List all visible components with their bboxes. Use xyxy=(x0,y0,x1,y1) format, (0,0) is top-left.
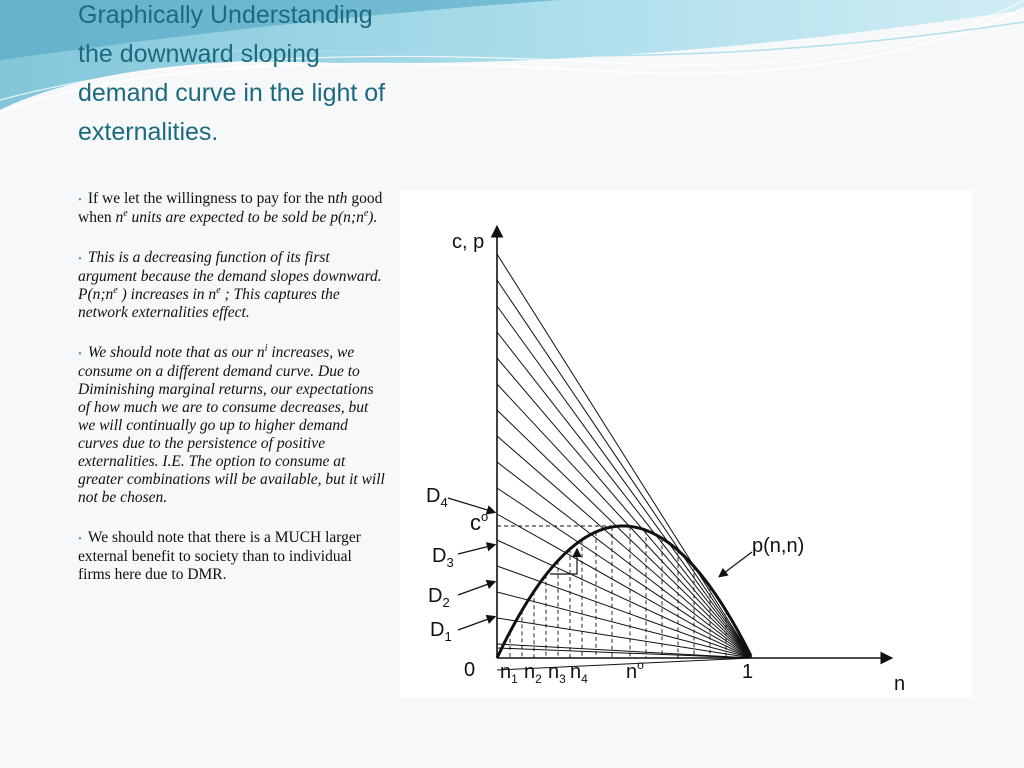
network-externality-diagram xyxy=(400,190,972,698)
bullet-item xyxy=(78,344,386,507)
bullet-list xyxy=(78,190,386,606)
d4-label: $D_4$ xyxy=(426,485,448,510)
n-opt-label: $n^o$ xyxy=(626,658,644,683)
n1-label: $n_1$ xyxy=(500,661,518,686)
demand-line xyxy=(497,540,752,658)
bullet-dot-icon: • xyxy=(78,253,82,265)
demand-line xyxy=(497,618,752,658)
bullet-item xyxy=(78,249,386,322)
d3-arrow xyxy=(458,545,494,554)
co-label: $c^o$ xyxy=(470,509,489,535)
demand-line xyxy=(497,306,752,658)
bullet-item xyxy=(78,529,386,584)
bullet-text: n xyxy=(115,209,124,226)
n2-label: $n_2$ xyxy=(524,661,542,686)
bullet-text: ) increases in n xyxy=(117,286,217,303)
bullet-text: e xyxy=(113,284,118,296)
bullet-text: ; This captures the network externalities effect. xyxy=(78,286,340,321)
demand-line xyxy=(497,648,752,658)
demand-line xyxy=(497,410,752,658)
demand-line xyxy=(497,332,752,658)
slide-title: Graphically Understanding the downward sloping demand curve in the light of externalities. xyxy=(78,1,386,146)
y-axis-label: c, p xyxy=(452,231,485,253)
bullet-text: increases, we consume on a different demand curve. Due to Diminishing marginal returns, our expectations of how much we are to consume decreases, but we will continually go up to higher demand curves due to the persistence of positive externalities. I.E. The option to consume at greater combinations will be available, but it will not be chosen. xyxy=(78,344,385,506)
d3-label: $D_3$ xyxy=(432,545,454,570)
bullet-text: i xyxy=(264,342,268,354)
bullet-text: th xyxy=(335,190,348,207)
demand-line xyxy=(497,658,752,670)
bullet-text: e xyxy=(216,284,221,296)
dashed-drop-lines xyxy=(510,526,726,658)
curve-label: p(n,n) xyxy=(752,535,805,557)
origin-label: 0 xyxy=(464,659,476,681)
x-end-label: 1 xyxy=(742,661,754,683)
demand-line xyxy=(497,462,752,658)
bullet-text: e xyxy=(123,207,128,219)
x-axis-label: n xyxy=(894,673,906,695)
bullet-text: If we let the willingness to pay for the n xyxy=(87,190,336,207)
bullet-text: good when xyxy=(78,190,383,226)
bullet-item xyxy=(78,190,386,227)
demand-line xyxy=(497,384,752,658)
bullet-text: We should note that as our n xyxy=(87,344,265,361)
bullet-text: units are expected to be sold be p(n;n xyxy=(127,209,364,226)
bullet-text: We should note that there is a MUCH larger external benefit to society than to individual firms here due to DMR. xyxy=(78,529,361,583)
d2-label: $D_2$ xyxy=(428,585,450,610)
d1-arrow xyxy=(458,617,494,630)
demand-line xyxy=(497,566,752,658)
bullet-dot-icon: • xyxy=(78,533,82,545)
demand-line xyxy=(497,254,752,658)
demand-line xyxy=(497,644,752,658)
demand-lines xyxy=(497,254,752,670)
curve-label-arrow xyxy=(720,552,752,576)
demand-line xyxy=(497,514,752,658)
demand-line xyxy=(497,358,752,658)
n3-label: $n_3$ xyxy=(548,661,566,686)
d2-arrow xyxy=(458,582,494,595)
bullet-dot-icon: • xyxy=(78,348,82,360)
bullet-text: This is a decreasing function of its first argument because the demand slopes downward. P(n;n xyxy=(78,249,382,303)
n4-label: $n_4$ xyxy=(570,661,588,686)
demand-line xyxy=(497,488,752,658)
d1-label: $D_1$ xyxy=(430,619,452,644)
bullet-dot-icon: • xyxy=(78,194,82,206)
bullet-text: e xyxy=(363,207,369,219)
bullet-text: ). xyxy=(368,209,378,226)
